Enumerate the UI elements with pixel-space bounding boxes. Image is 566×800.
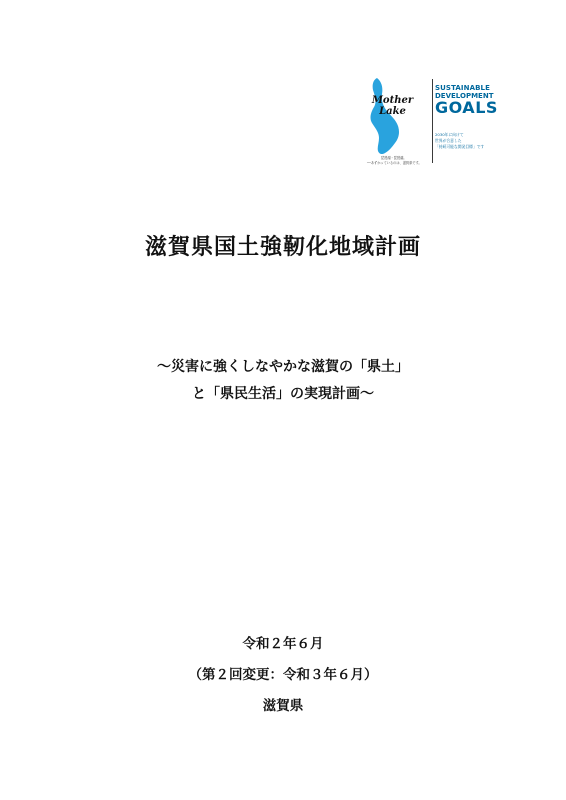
sdgs-caption: 「持続可能な開発目標」です — [435, 144, 485, 149]
document-subtitle-line1: ～災害に強くしなやかな滋賀の「県土」 — [157, 359, 409, 375]
mother-lake-tagline: 琵琶湖・琵琶湖。 — [381, 156, 407, 160]
sdgs-goals-wordmark: GOALS — [435, 98, 498, 117]
sdgs-logo — [435, 78, 513, 166]
organization-name: 滋賀県 — [262, 698, 304, 714]
sdgs-caption: 2030年に向けて — [435, 132, 464, 137]
lake-biwa-icon — [355, 76, 430, 168]
mother-lake-logo — [355, 76, 430, 168]
logo-area — [355, 76, 515, 168]
logo-divider — [432, 79, 433, 163]
mother-lake-wordmark-line2: Lake — [379, 106, 406, 117]
sdgs-caption: 世界が合意した — [435, 138, 462, 143]
sdgs-line1: SUSTAINABLE — [435, 84, 490, 92]
document-title: 滋賀県国土強靭化地域計画 — [144, 235, 421, 260]
publication-date: 令和２年６月 — [242, 636, 324, 652]
revision-note: （第２回変更：令和３年６月） — [188, 667, 378, 683]
mother-lake-tagline: ──あずかっているのは、滋賀県です。 — [367, 160, 422, 165]
document-subtitle-line2: と「県民生活」の実現計画～ — [192, 386, 374, 402]
sdgs-line2: DEVELOPMENT — [435, 92, 494, 100]
mother-lake-wordmark-line1: Mother — [371, 95, 414, 106]
